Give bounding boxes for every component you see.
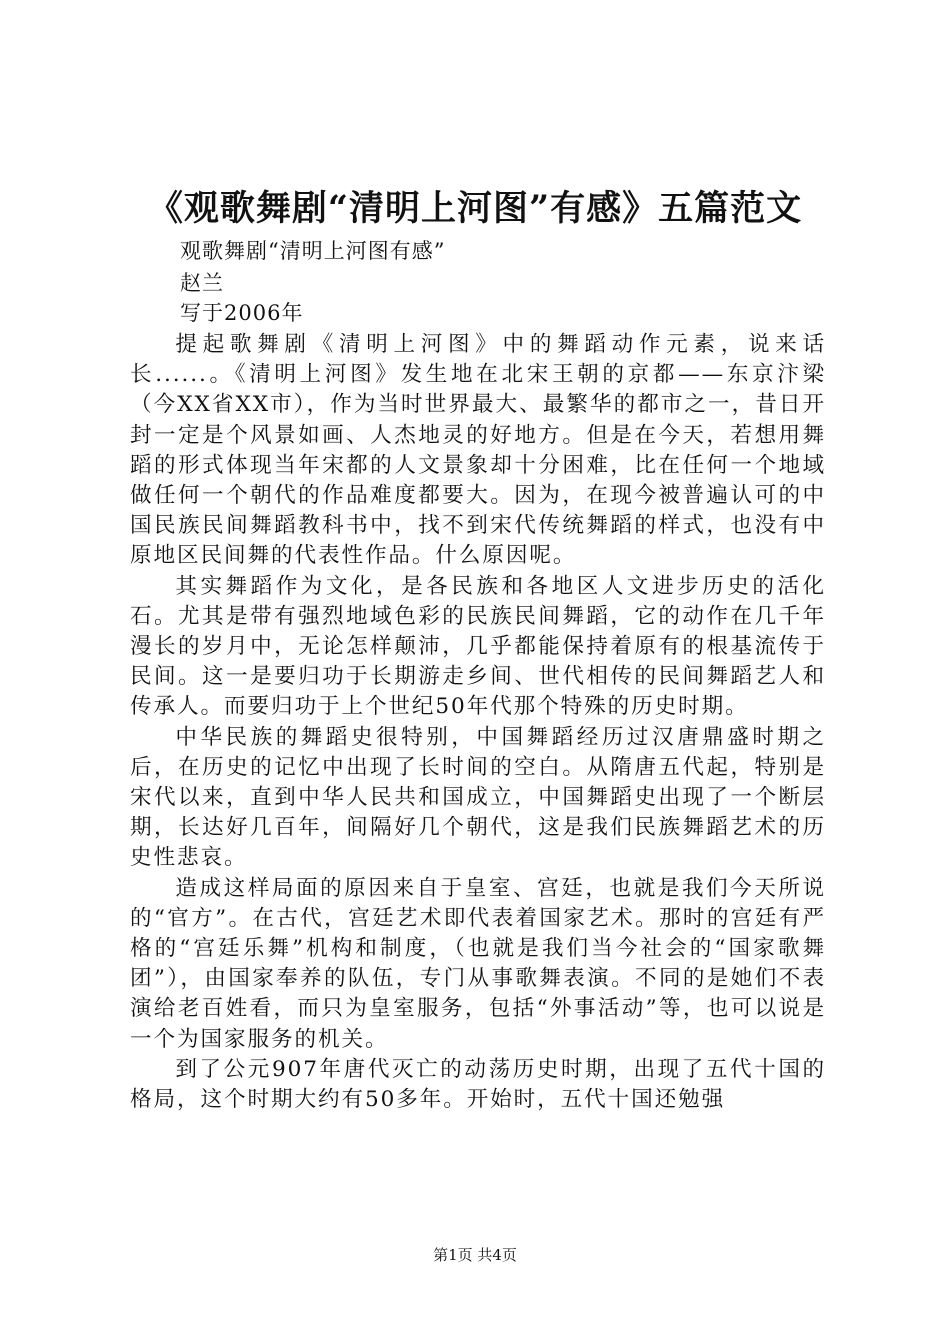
document-body (130, 330, 826, 1115)
paragraph: 提起歌舞剧《清明上河图》中的舞蹈动作元素，说来话长......。《清明上河图》发生地在北宋王朝的京都——东京汴梁（今XX省XX市），作为当时世界最大、最繁华的都市之一，昔日开封一定是个风景如画、人杰地灵的好地方。但是在今天，若想用舞蹈的形式体现当年宋都的人文景象却十分困难，比在任何一个地域做任何一个朝代的作品难度都要大。因为，在现今被普遍认可的中国民族民间舞蹈教科书中，找不到宋代传统舞蹈的样式，也没有中原地区民间舞的代表性作品。什么原因呢。 (130, 332, 826, 569)
paragraph: 其实舞蹈作为文化，是各民族和各地区人文进步历史的活化石。尤其是带有强烈地域色彩的民族民间舞蹈，它的动作在几千年漫长的岁月中，无论怎样颠沛，几乎都能保持着原有的根基流传于民间。这一是要归功于长期游走乡间、世代相传的民间舞蹈艺人和传承人。而要归功于上个世纪50年代那个特殊的历史时期。 (130, 573, 826, 720)
document-author: 赵兰 (180, 271, 224, 295)
paragraph: 到了公元907年唐代灭亡的动荡历史时期，出现了五代十国的格局，这个时期大约有50多年。开始时，五代十国还勉强 (130, 1056, 826, 1113)
document-date: 写于2006年 (180, 301, 304, 325)
paragraph: 中华民族的舞蹈史很特别，中国舞蹈经历过汉唐鼎盛时期之后，在历史的记忆中出现了长时间的空白。从隋唐五代起，特别是宋代以来，直到中华人民共和国成立，中国舞蹈史出现了一个断层期，长达好几百年，间隔好几个朝代，这是我们民族舞蹈艺术的历史性悲哀。 (130, 724, 826, 871)
page-footer: 第1页 共4页 (433, 1246, 517, 1264)
document-title: 《观歌舞剧“清明上河图”有感》五篇范文 (147, 188, 803, 229)
document-subtitle: 观歌舞剧“清明上河图有感” (180, 239, 446, 263)
paragraph: 造成这样局面的原因来自于皇室、宫廷，也就是我们今天所说的“官方”。在古代，宫廷艺术即代表着国家艺术。那时的宫廷有严格的“宫廷乐舞”机构和制度，（也就是我们当今社会的“国家歌舞团”），由国家奉养的队伍，专门从事歌舞表演。不同的是她们不表演给老百姓看，而只为皇室服务，包括“外事活动”等，也可以说是一个为国家服务的机关。 (130, 875, 826, 1052)
